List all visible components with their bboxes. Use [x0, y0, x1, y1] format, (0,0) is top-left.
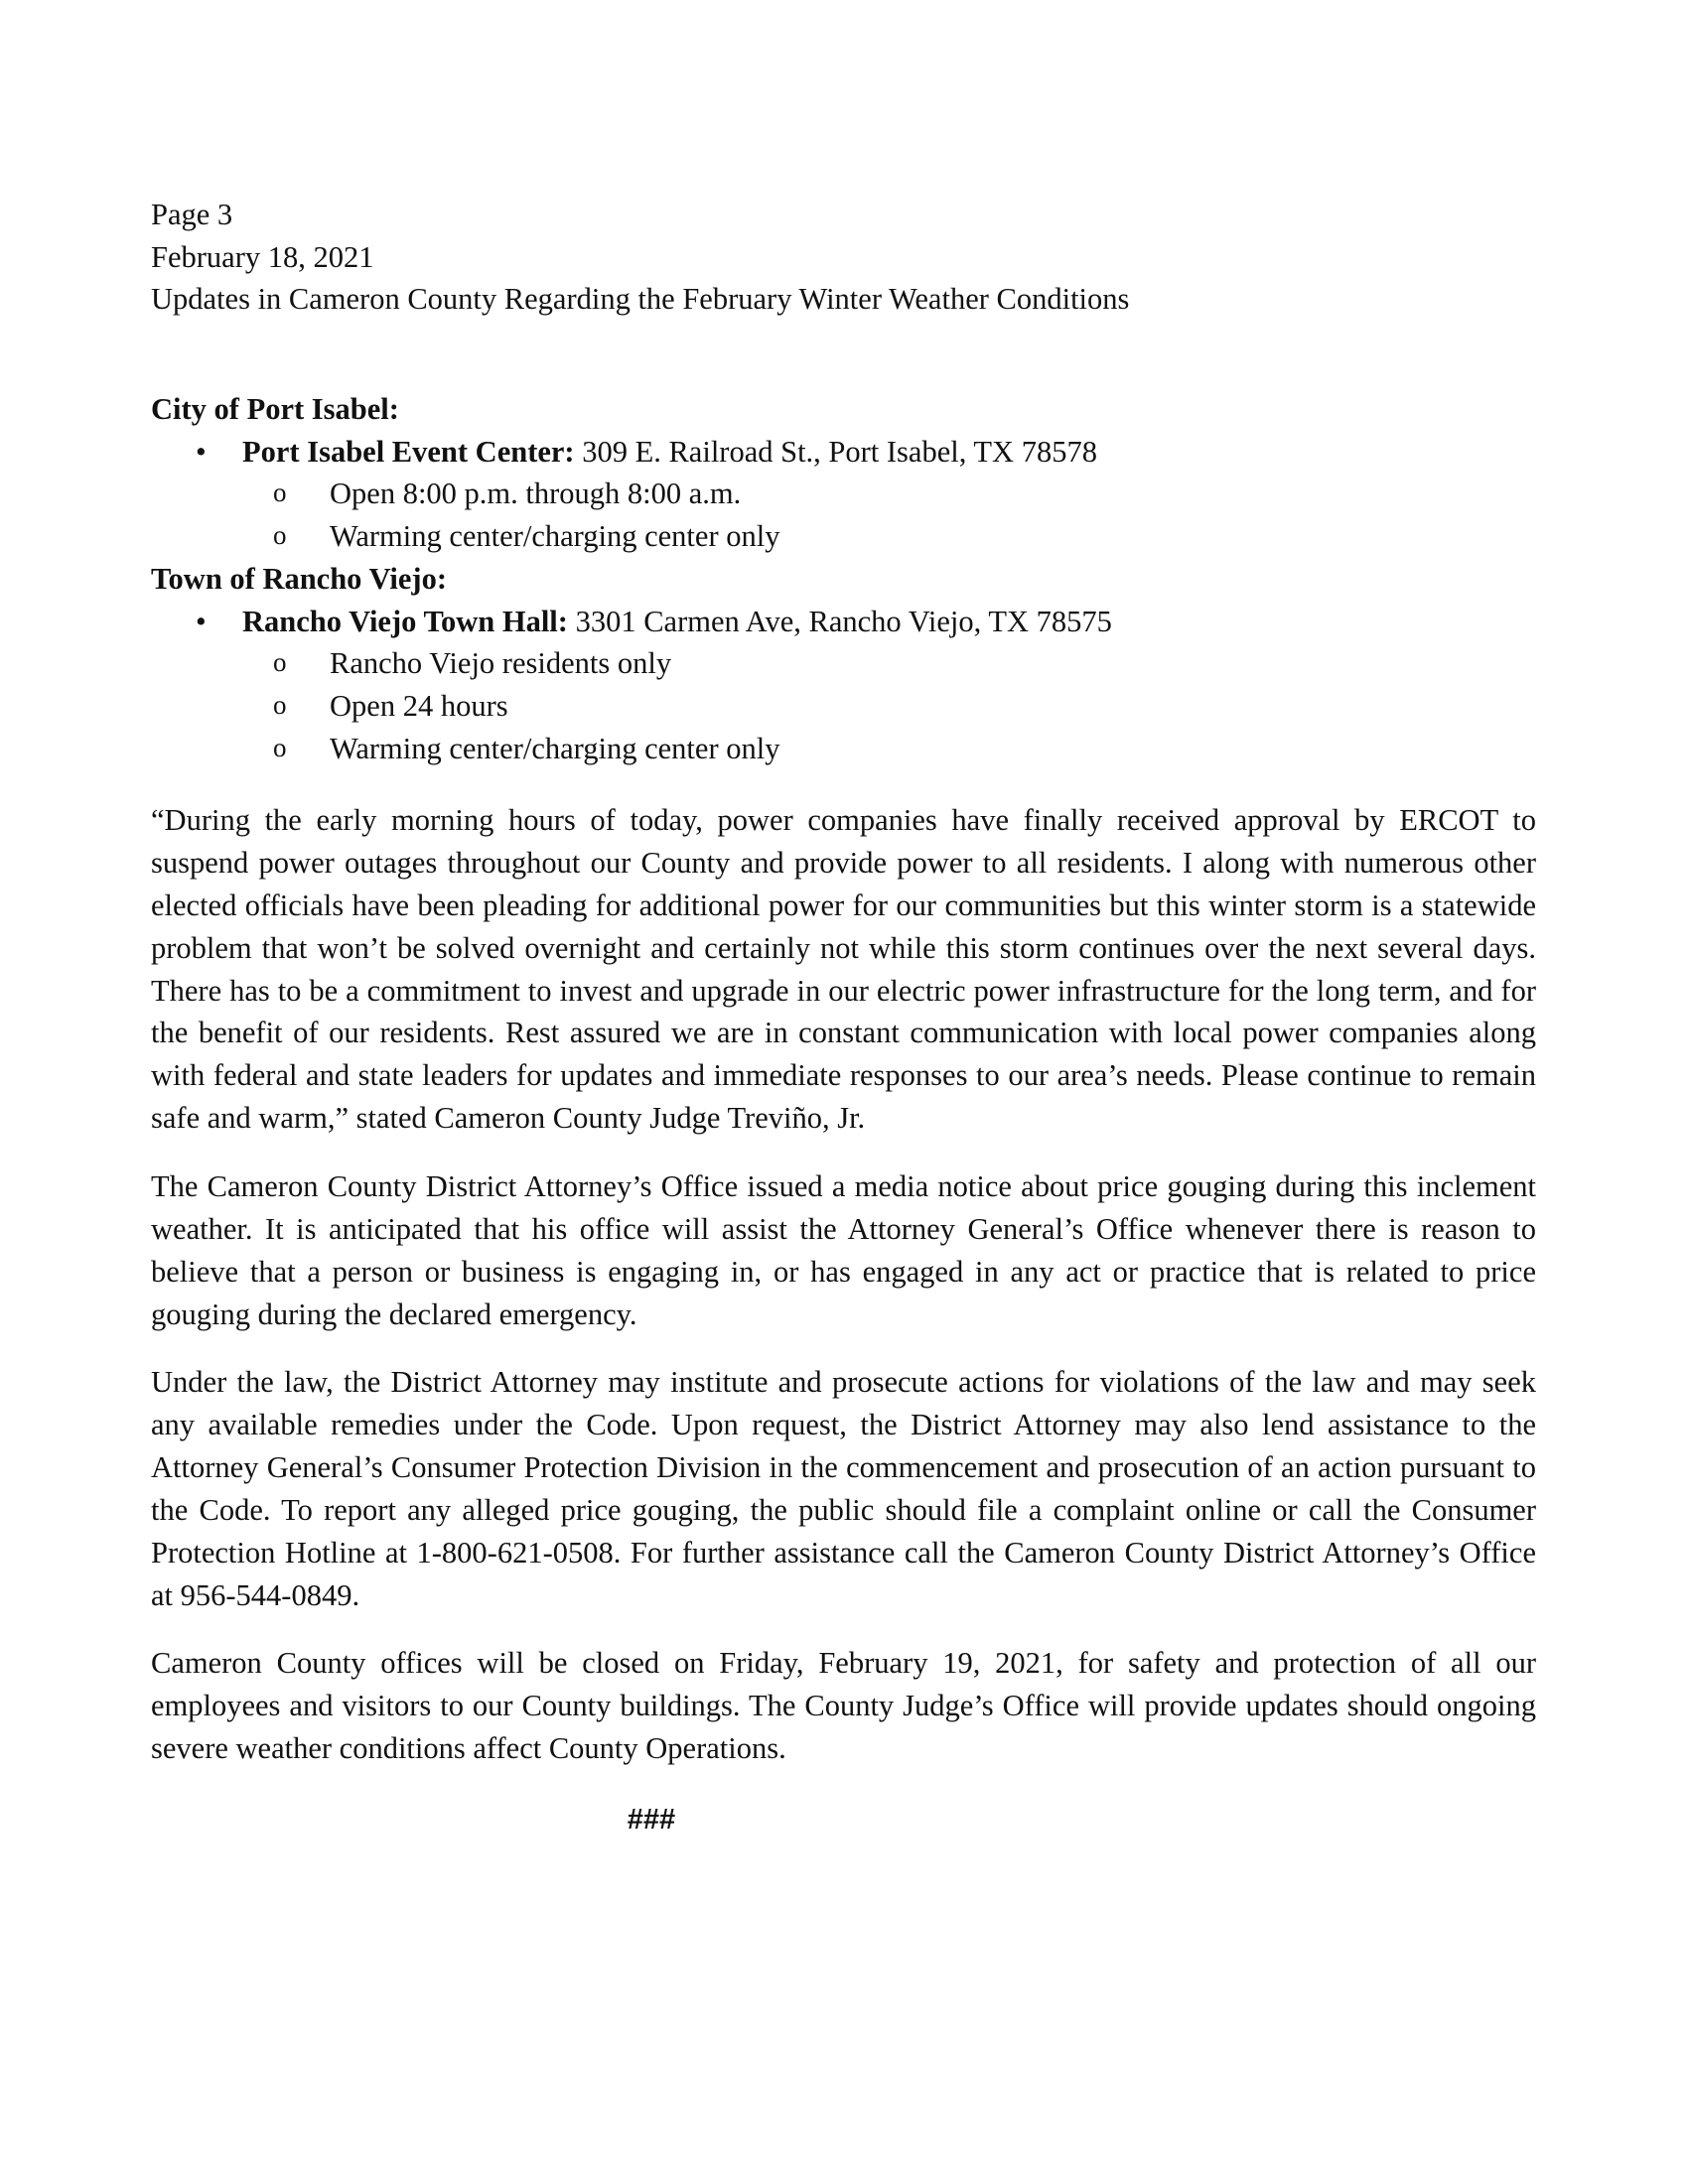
list-item-rest: 309 E. Railroad St., Port Isabel, TX 78578	[574, 434, 1097, 469]
document-body	[151, 194, 1541, 1841]
bullet-icon: •	[196, 434, 207, 469]
list-item	[151, 515, 1541, 558]
end-of-release-mark: ###	[627, 1803, 676, 1836]
date-line: February 18, 2021	[151, 239, 374, 274]
header-spacer	[151, 321, 1541, 388]
section-rancho-viejo	[151, 558, 1541, 769]
list-item-lead: Port Isabel Event Center:	[242, 434, 575, 469]
list-item	[151, 685, 1541, 728]
bullet-icon: •	[196, 604, 207, 638]
list-item-label: Warming center/charging center only	[330, 519, 780, 554]
paragraph-district-attorney-notice: The Cameron County District Attorney’s Office issued a media notice about price gouging during this inclement weather. It is anticipated that his office will assist the Attorney General’s Office whenever there is reason to believe that a person or business is engaging in, or has engaged in any act or practice that is related to price gouging during the declared emergency.	[151, 1169, 1536, 1331]
list-item-lead: Rancho Viejo Town Hall:	[242, 604, 568, 638]
body-paragraphs	[151, 799, 1541, 1770]
circle-bullet-icon: o	[273, 647, 287, 678]
subject-line: Updates in Cameron County Regarding the February Winter Weather Conditions	[151, 282, 1130, 317]
circle-bullet-icon: o	[273, 732, 287, 762]
list-item-label: Warming center/charging center only	[330, 731, 780, 765]
circle-bullet-icon: o	[273, 478, 287, 508]
list-item	[151, 473, 1541, 515]
section-port-isabel	[151, 388, 1541, 558]
list-item-label: Rancho Viejo residents only	[330, 646, 672, 681]
list-item-label: Open 24 hours	[330, 688, 508, 723]
section-heading-port-isabel: City of Port Isabel:	[151, 392, 399, 427]
circle-bullet-icon: o	[273, 689, 287, 720]
paragraph-price-gouging-law: Under the law, the District Attorney may institute and prosecute actions for violations of the law and may seek any available remedies under the Code. Upon request, the District Attorney may also lend assistance to the Attorney General’s Consumer Protection Division in the commencement and prosecution of an action pursuant to the Code. To report any alleged price gouging, the public should file a complaint online or call the Consumer Protection Hotline at 1-800-621-0508. For further assistance call the Cameron County District Attorney’s Office at 956-544-0849.	[151, 1365, 1536, 1612]
paragraph-quote-county-judge: “During the early morning hours of today, power companies have finally received approval by ERCOT to suspend power outages throughout our County and provide power to all residents. I along with numerous other elected officials have been pleading for additional power for our communities but this winter storm is a statewide problem that won’t be solved overnight and certainly not while this storm continues over the next several days. There has to be a commitment to invest and upgrade in our electric power infrastructure for the long term, and for the benefit of our residents. Rest assured we are in constant communication with local power companies along with federal and state leaders for updates and immediate responses to our area’s needs. Please continue to remain safe and warm,” stated Cameron County Judge Treviño, Jr.	[151, 803, 1536, 1136]
list-item	[151, 728, 1541, 770]
list-item-port-isabel-event-center	[151, 431, 1541, 474]
circle-bullet-icon: o	[273, 520, 287, 551]
paragraph-office-closure: Cameron County offices will be closed on Friday, February 19, 2021, for safety and protection of all our employees and visitors to our County buildings. The County Judge’s Office will provide updates should ongoing severe weather conditions affect County Operations.	[151, 1646, 1536, 1766]
list-item-rest: 3301 Carmen Ave, Rancho Viejo, TX 78575	[567, 604, 1112, 638]
list-item-rancho-viejo-town-hall	[151, 601, 1541, 643]
section-heading-rancho-viejo: Town of Rancho Viejo:	[151, 561, 447, 596]
list-item	[151, 642, 1541, 685]
list-item-label: Open 8:00 p.m. through 8:00 a.m.	[330, 477, 742, 511]
letter-header	[151, 194, 1541, 321]
page-number-line: Page 3	[151, 198, 233, 231]
